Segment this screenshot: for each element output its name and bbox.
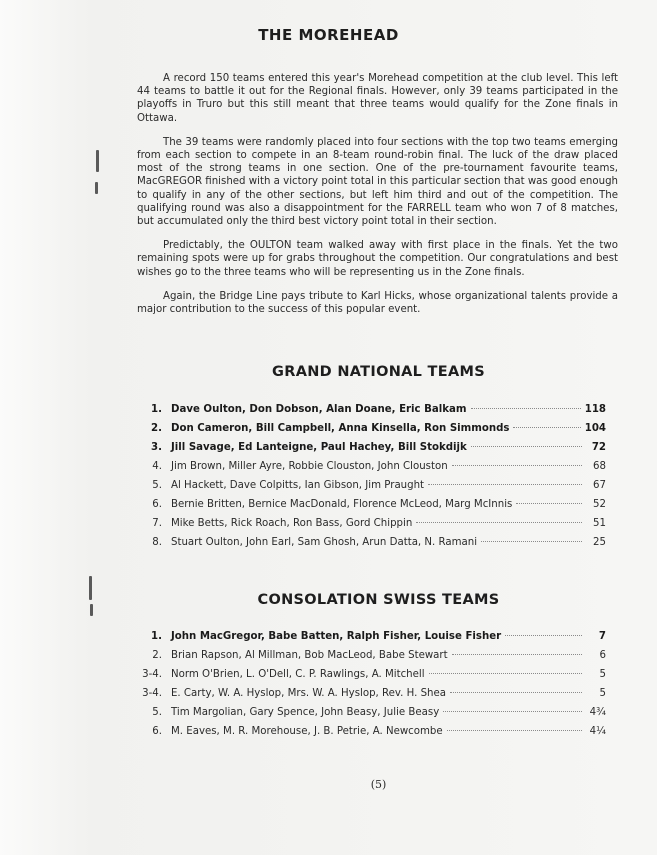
binding-staple-mark bbox=[96, 150, 99, 172]
rank-number: 3-4. bbox=[142, 688, 162, 699]
intro-paragraph: A record 150 teams entered this year's Morehead competition at the club level. This left 44 teams to battle it out for the Regional finals. However, only 39 teams participated in the playoffs in Truro but this still meant that three teams would qualify for the Zone finals in Ottawa. bbox=[137, 73, 618, 124]
team-score: 5 bbox=[599, 688, 606, 699]
intro-text bbox=[137, 72, 618, 327]
team-members: Bernie Britten, Bernice MacDonald, Florence McLeod, Marg McInnis bbox=[171, 499, 513, 510]
dot-leader bbox=[428, 484, 582, 485]
consolation-results bbox=[140, 631, 606, 745]
result-row bbox=[140, 669, 606, 688]
grand-national-results bbox=[140, 404, 606, 556]
rank-number: 7. bbox=[152, 518, 162, 529]
rank-number: 8. bbox=[152, 537, 162, 548]
team-score: 104 bbox=[584, 423, 606, 434]
dot-leader bbox=[416, 522, 582, 523]
team-score: 67 bbox=[593, 480, 606, 491]
team-score: 4¼ bbox=[589, 726, 606, 737]
team-score: 6 bbox=[599, 650, 606, 661]
dot-leader bbox=[516, 503, 582, 504]
team-members: M. Eaves, M. R. Morehouse, J. B. Petrie, A. Newcombe bbox=[171, 726, 443, 737]
intro-paragraph: Again, the Bridge Line pays tribute to Karl Hicks, whose organizational talents provide a major contribution to the success of this popular event. bbox=[137, 290, 618, 316]
rank-number: 1. bbox=[151, 631, 162, 642]
team-score: 52 bbox=[593, 499, 606, 510]
team-score: 25 bbox=[593, 537, 606, 548]
dot-leader bbox=[452, 465, 582, 466]
page-number: (5) bbox=[370, 778, 387, 791]
page-title: THE MOREHEAD bbox=[258, 26, 399, 44]
rank-number: 2. bbox=[152, 650, 162, 661]
team-score: 72 bbox=[591, 442, 606, 453]
team-members: Mike Betts, Rick Roach, Ron Bass, Gord Chippin bbox=[171, 518, 413, 529]
result-row bbox=[140, 499, 606, 518]
dot-leader bbox=[443, 711, 582, 712]
result-row bbox=[140, 518, 606, 537]
result-row bbox=[140, 442, 606, 461]
rank-number: 6. bbox=[152, 726, 162, 737]
team-members: E. Carty, W. A. Hyslop, Mrs. W. A. Hyslop, Rev. H. Shea bbox=[171, 688, 447, 699]
team-members: Jim Brown, Miller Ayre, Robbie Clouston, John Clouston bbox=[171, 461, 448, 472]
result-row bbox=[140, 461, 606, 480]
rank-number: 2. bbox=[151, 423, 162, 434]
dot-leader bbox=[447, 730, 582, 731]
rank-number: 4. bbox=[152, 461, 162, 472]
result-row bbox=[140, 537, 606, 556]
team-members: Don Cameron, Bill Campbell, Anna Kinsella, Ron Simmonds bbox=[171, 423, 510, 434]
result-row bbox=[140, 650, 606, 669]
team-score: 118 bbox=[584, 404, 606, 415]
result-row bbox=[140, 631, 606, 650]
team-members: John MacGregor, Babe Batten, Ralph Fisher, Louise Fisher bbox=[171, 631, 502, 642]
result-row bbox=[140, 707, 606, 726]
team-members: Al Hackett, Dave Colpitts, Ian Gibson, Jim Praught bbox=[171, 480, 425, 491]
team-members: Stuart Oulton, John Earl, Sam Ghosh, Arun Datta, N. Ramani bbox=[171, 537, 478, 548]
result-row bbox=[140, 480, 606, 499]
team-members: Norm O'Brien, L. O'Dell, C. P. Rawlings, A. Mitchell bbox=[171, 669, 425, 680]
dot-leader bbox=[505, 635, 582, 636]
team-members: Jill Savage, Ed Lanteigne, Paul Hachey, Bill Stokdijk bbox=[171, 442, 467, 453]
team-score: 68 bbox=[593, 461, 606, 472]
result-row bbox=[140, 726, 606, 745]
rank-number: 3-4. bbox=[142, 669, 162, 680]
team-members: Dave Oulton, Don Dobson, Alan Doane, Eric Balkam bbox=[171, 404, 467, 415]
team-score: 4¾ bbox=[589, 707, 606, 718]
result-row bbox=[140, 688, 606, 707]
result-row bbox=[140, 423, 606, 442]
dot-leader bbox=[481, 541, 582, 542]
team-score: 51 bbox=[593, 518, 606, 529]
dot-leader bbox=[513, 427, 580, 428]
rank-number: 3. bbox=[151, 442, 162, 453]
dot-leader bbox=[450, 692, 582, 693]
dot-leader bbox=[471, 408, 581, 409]
intro-paragraph: The 39 teams were randomly placed into four sections with the top two teams emerging from each section to compete in an 8-team round-robin final. The luck of the draw placed most of the strong teams in one section. One of the pre-tournament favourite teams, MacGREGOR finished with a victory point total in this particular section that was good enough to qualify in any of the other sections, but left him third and out of the competition. The qualifying round was also a disappointment for the FARRELL team who won 7 of 8 matches, but accumulated only the third best victory point total in their section. bbox=[137, 136, 618, 228]
team-members: Brian Rapson, Al Millman, Bob MacLeod, Babe Stewart bbox=[171, 650, 448, 661]
rank-number: 6. bbox=[152, 499, 162, 510]
dot-leader bbox=[429, 673, 582, 674]
grand-national-heading: GRAND NATIONAL TEAMS bbox=[272, 364, 485, 380]
team-score: 7 bbox=[598, 631, 606, 642]
rank-number: 5. bbox=[152, 480, 162, 491]
team-score: 5 bbox=[599, 669, 606, 680]
consolation-heading: CONSOLATION SWISS TEAMS bbox=[257, 592, 500, 608]
intro-paragraph: Predictably, the OULTON team walked away with first place in the finals. Yet the two remaining spots were up for grabs throughout the competition. Our congratulations and best wishes go to the three teams who will be representing us in the Zone finals. bbox=[137, 240, 618, 278]
binding-staple-mark bbox=[95, 182, 98, 194]
rank-number: 5. bbox=[152, 707, 162, 718]
rank-number: 1. bbox=[151, 404, 162, 415]
result-row bbox=[140, 404, 606, 423]
dot-leader bbox=[471, 446, 582, 447]
team-members: Tim Margolian, Gary Spence, John Beasy, Julie Beasy bbox=[171, 707, 440, 718]
dot-leader bbox=[452, 654, 582, 655]
